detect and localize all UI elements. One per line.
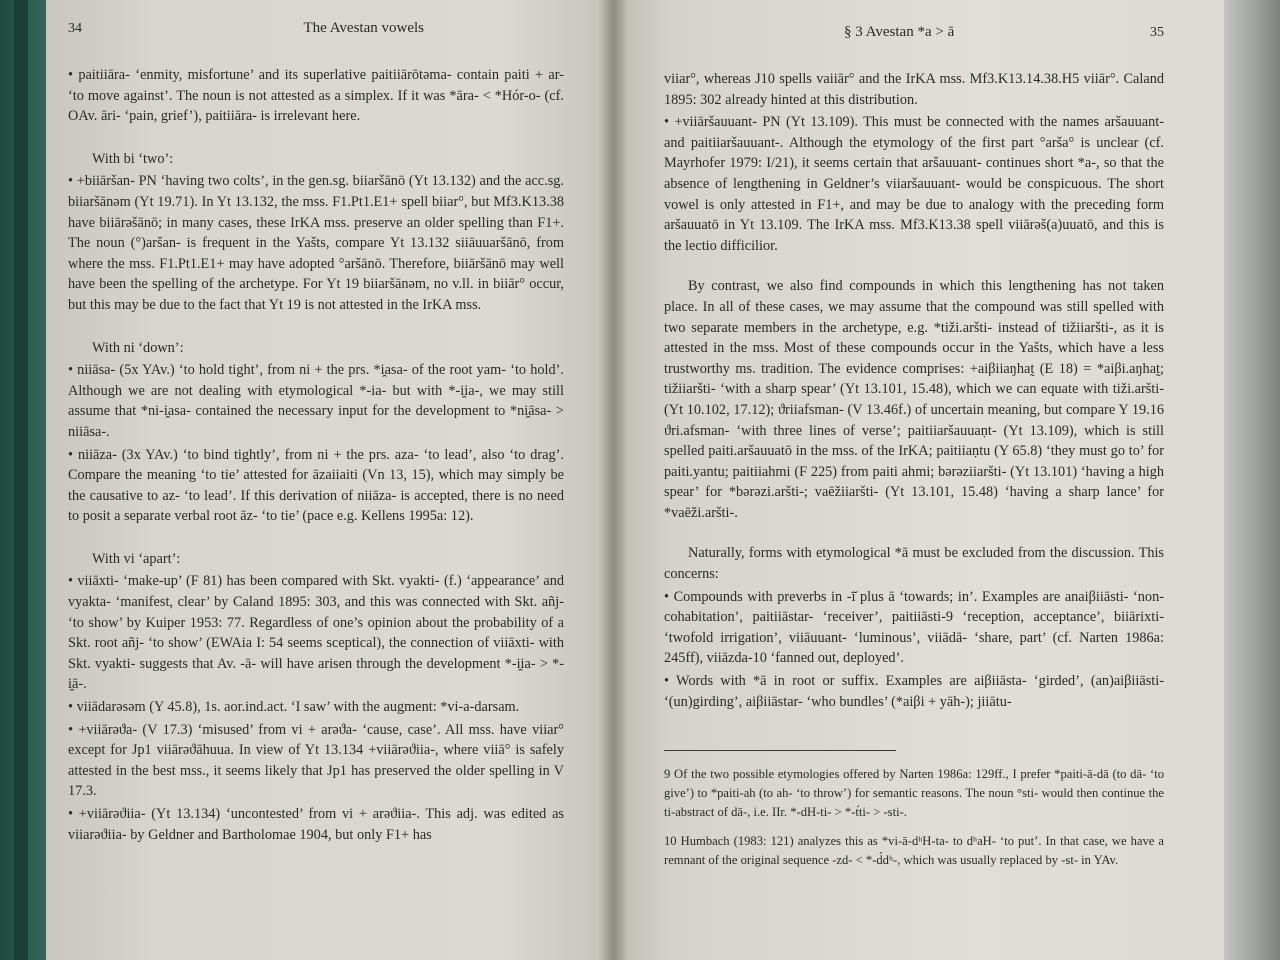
- right-running-head: [664, 24, 1164, 41]
- paragraph: • +viiārəϑa- (V 17.3) ‘misused’ from vi + arəϑa- ‘cause, case’. All mss. have viiar° except for Jp1 viiārəϑāhuua. In view of Yt 13.134 +viiārəϑiia-, where viiā° is safely attested in the best mss., it seems likely that Jp1 has preserved the older spelling in V 17.3.: [68, 721, 564, 800]
- left-running-head: [68, 20, 564, 37]
- paragraph: • +biiāršan- PN ‘having two colts’, in the gen.sg. biiaršānō (Yt 13.132) and the acc.sg. biiaršānəm (Yt 19.71). In Yt 13.132, the mss. F1.Pt1.E1+ spell biiar°, but Mf3.K13.38 have biiārəšānō; in many cases, these IrKA mss. preserve an older spelling than F1+. The noun (°)aršan- is frequent in the Yašts, compare Yt 13.132 siiāuuaršānō, from where the mss. F1.Pt1.E1+ may have adopted °aršānō. Therefore, biiāršānō may well have been the spelling of the archetype. For Yt 19 biiaršānəm, no v.ll. in biiār° occur, but this may be due to the fact that Yt 19 is not attested in the IrKA mss.: [68, 173, 564, 313]
- paragraph: • +viiāršauuant- PN (Yt 13.109). This must be connected with the names aršauuant- and paitiiaršauuant-. Although the etymology of the first part °arša° is unclear (cf. Mayrhofer 1979: I/21), it seems certain that aršauuant- continues short *a-, so that the absence of lengthening in Geldner’s viiaršauuant- would be conspicuous. The short vowel is only attested in F1+, and may be due to analogy with the preceding form aršauuatō in Yt 13.109. The IrKA mss. Mf3.K13.38 spell viiārəš(a)uuatō, and this is the lectio difficilior.: [664, 114, 1164, 254]
- book-edge-right: [1220, 0, 1280, 960]
- left-body-text: [68, 65, 564, 845]
- right-running-title: § 3 Avestan *a > ā: [844, 24, 955, 40]
- right-body-text: [664, 69, 1164, 712]
- section-heading: With vi ‘apart’:: [92, 550, 181, 567]
- paragraph: • viiāxti- ‘make-up’ (F 81) has been compared with Skt. vyakti- (f.) ‘appearance’ and vyakta- ‘manifest, clear’ by Caland 1895: 303, and this was connected with Skt. añj- ‘to show’ by Kuiper 1953: 77. Regardless of one’s opinion about the probability of a Skt. root añj- ‘to show’ (EWAia I: 54 seems sceptical), the connection of viiāxti- with Skt. vyakti- suggests that Av. -ā- will have arisen through the development *-i̯ia- > *-i̯ā-.: [68, 573, 564, 693]
- paragraph: • niiāsa- (5x YAv.) ‘to hold tight’, from ni + the prs. *i̯asa- of the root yam- ‘to hold’. Although we are not dealing with etymological *-ia- but with *-i̯ia-, we may still assume that *ni-i̯asa- contained the necessary input for the development to *ni̯āsa- > niiāsa-.: [68, 362, 564, 440]
- section-heading: With ni ‘down’:: [92, 339, 184, 356]
- book-cover-band: [14, 0, 28, 960]
- left-running-title: The Avestan vowels: [303, 20, 424, 36]
- left-page-number: 34: [68, 21, 82, 36]
- left-page: [46, 0, 612, 960]
- paragraph: • Compounds with preverbs in -ī̆ plus ā ‘towards; in’. Examples are anaiβiiāsti- ‘non-cohabitation’, paitiiāstar- ‘receiver’, paitiiāsti-9 ‘reception, acceptance’, biiārixti- ‘twofold irrigation’, viiāuuant- ‘luminous’, viiādā- ‘share, part’ (cf. Narten 1986a: 245ff), viiāzda-10 ‘fanned out, deployed’.: [664, 588, 1164, 667]
- right-page-number: 35: [1150, 25, 1164, 40]
- footnote: 9 Of the two possible etymologies offered by Narten 1986a: 129ff., I prefer *paiti-ā-dā (to dā- ‘to give’) to *paiti-ah (to ah- ‘to throw’) for semantic reasons. The noun °sti- would then continue the ti-abstract of dā-, i.e. IIr. *-dH-ti- > *-t́ti- > -sti-.: [664, 767, 1164, 820]
- paragraph: • +viiārəϑiia- (Yt 13.134) ‘uncontested’ from vi + arəϑiia-. This adj. was edited as viiarəϑiia- by Geldner and Bartholomae 1904, but only F1+ has: [68, 806, 564, 843]
- footnote-divider: [664, 750, 896, 751]
- paragraph: viiar°, whereas J10 spells vaiiār° and the IrKA mss. Mf3.K13.14.38.H5 viiār°. Caland 1895: 302 already hinted at this distribution.: [664, 71, 1164, 108]
- paragraph: • Words with *ā in root or suffix. Examples are aiβiiāsta- ‘girded’, (an)aiβiiāsti- ‘(un)girding’, aiβiiāstar- ‘who bundles’ (*aiβi + yāh-); jiiātu-: [664, 673, 1164, 710]
- paragraph: Naturally, forms with etymological *ā must be excluded from the discussion. This concerns:: [664, 545, 1164, 583]
- footnote: 10 Humbach (1983: 121) analyzes this as *vi-ā-dʰH-ta- to dʰaH- ‘to put’. In that case, we have a remnant of the original sequence -zd- < *-d́dʰ-, which was usually replaced by -st- in YAv.: [664, 834, 1164, 868]
- footnotes: [664, 765, 1164, 870]
- paragraph: • viiādarəsəm (Y 45.8), 1s. aor.ind.act. ‘I saw’ with the augment: *vi-a-darsam.: [68, 699, 520, 716]
- paragraph: • paitiiāra- ‘enmity, misfortune’ and its superlative paitiiārōtəma- contain paiti + ar- ‘to move against’. The noun is not attested as a simplex. If it was *āra- < *Hór-o- (cf. OAv. āri- ‘pain, grief’), paitiiāra- is irrelevant here.: [68, 67, 564, 125]
- section-heading: With bi ‘two’:: [92, 150, 174, 167]
- book-gutter-shadow: [598, 0, 628, 960]
- paragraph: • niiāza- (3x YAv.) ‘to bind tightly’, from ni + the prs. aza- ‘to lead’, also ‘to drag’. Compare the meaning ‘to tie’ attested for āzaiiaiti (Vn 13, 15), which may simply be the causative to az- ‘to lead’. If this derivation of niiāza- is accepted, there is no need to posit a separate verbal root āz- ‘to tie’ (pace e.g. Kellens 1995a: 12).: [68, 446, 564, 525]
- right-page: [612, 0, 1224, 960]
- paragraph: By contrast, we also find compounds in which this lengthening has not taken place. In all of these cases, we may assume that the compound was still spelled with two separate members in the archetype, e.g. *tiži.aršti- instead of tižiiaršti-, as it is attested in the mss. Most of these compounds occur in the Yašts, which have a less trustworthy ms. tradition. The evidence comprises: +aiβiiaŋhat̰ (E 18) = *aiβi.aŋhat̰; tižiiaršti- ‘with a sharp spear’ (Yt 13.101, 15.48), which we can equate with tiži.aršti- (Yt 10.102, 17.12); ϑriiafsman- (V 13.46f.) of uncertain meaning, but compare Y 19.16 ϑri.afsman- ‘with three lines of verse’; paitiiaršauuaṇt- (Yt 13.109), which is still spelled paiti.aršauuatō in the mss. of the IrKA; paitiiaṇtu (Y 65.8) ‘they must go to’ for paiti.yantu; paitiiahmi (F 225) from paiti ahmi; bərəziiaršti- (Yt 13.101) ‘having a high spear’ for *bərəzi.aršti-; vaēžiiaršti- (Yt 13.101, 15.48) ‘having a sharp lance’ for *vaēži.aršti-.: [664, 278, 1164, 521]
